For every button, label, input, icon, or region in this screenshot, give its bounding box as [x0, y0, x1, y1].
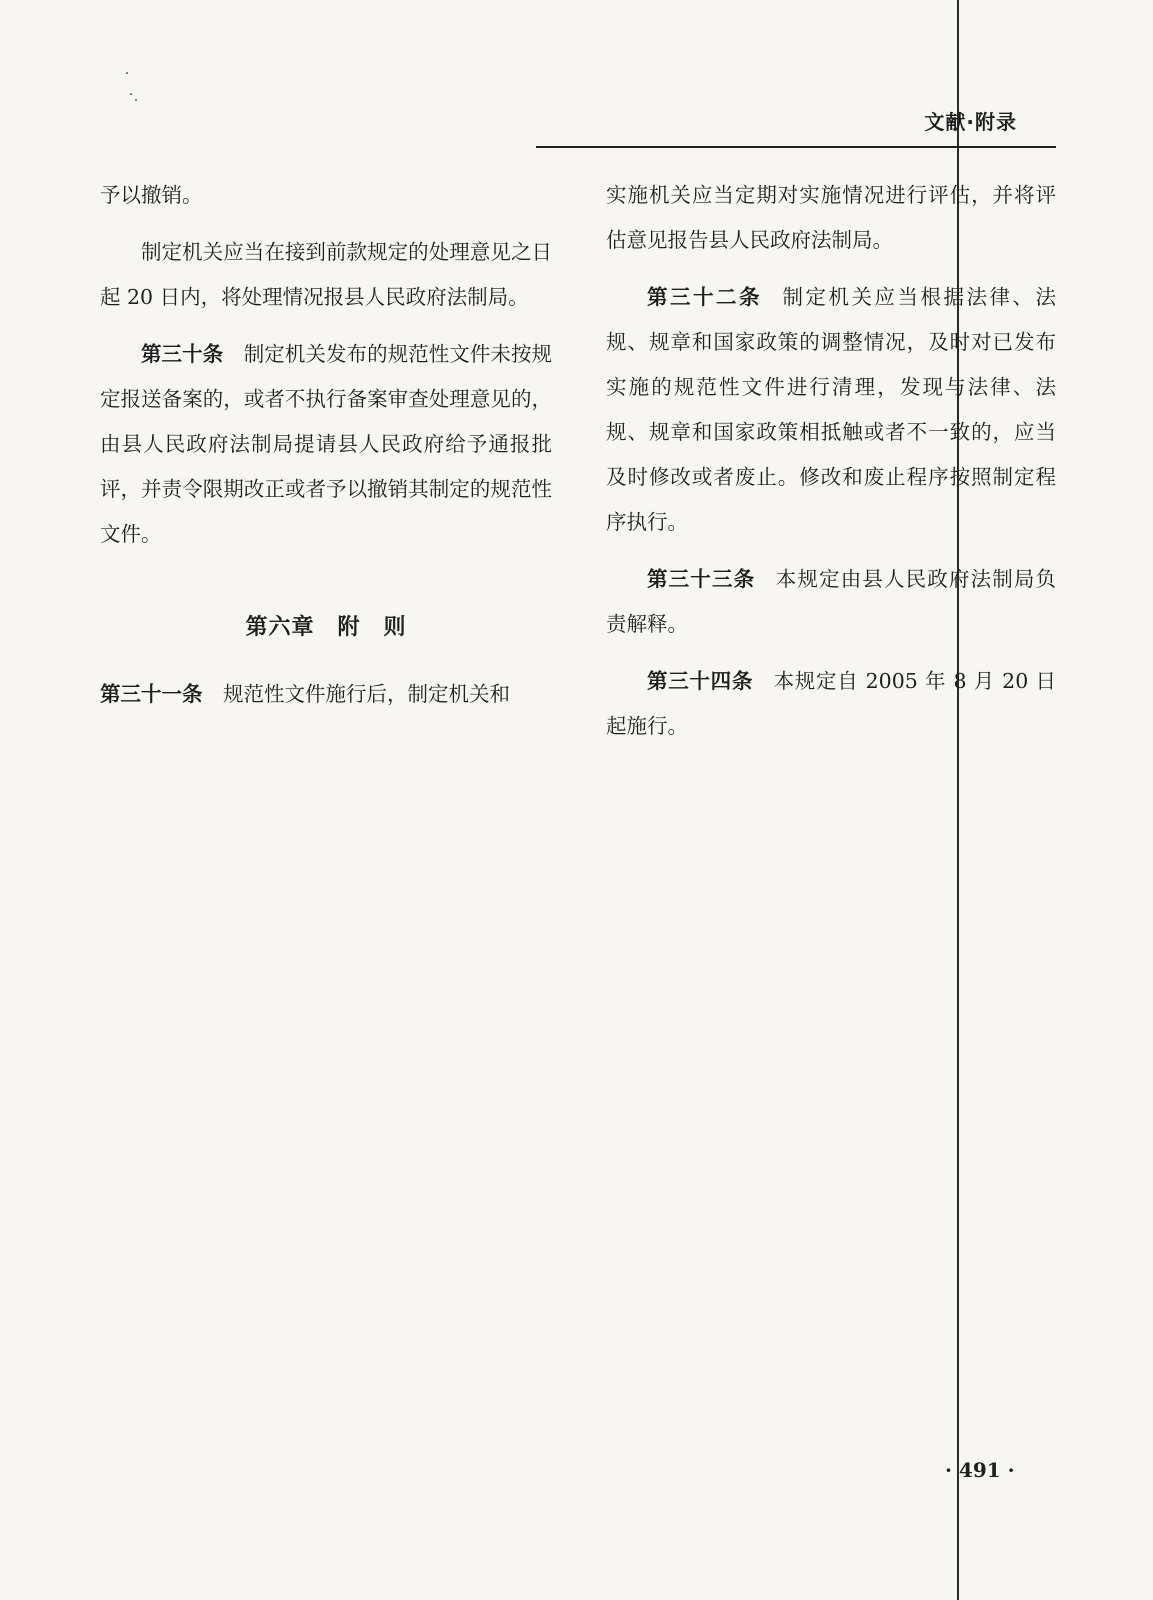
scan-speck — [130, 93, 132, 95]
article-heading: 第三十二条 — [647, 285, 762, 309]
running-header: 文献·附录 — [924, 110, 1017, 134]
article-32 — [606, 275, 1056, 545]
paragraph: 实施机关应当定期对实施情况进行评估，并将评估意见报告县人民政府法制局。 — [606, 183, 1056, 252]
article-heading: 第三十四条 — [647, 669, 754, 693]
paragraph: 予以撤销。 — [100, 183, 203, 207]
article-31 — [100, 672, 552, 717]
article-text: 本规定自 2005 年 8 月 20 日起施行。 — [606, 669, 1056, 738]
scan-speck — [135, 99, 137, 101]
scan-speck — [126, 72, 128, 74]
article-text: 本规定由县人民政府法制局负责解释。 — [606, 567, 1057, 636]
chapter-heading: 第六章 附 则 — [245, 615, 407, 640]
article-heading: 第三十三条 — [647, 567, 756, 591]
paragraph: 制定机关应当在接到前款规定的处理意见之日起 20 日内，将处理情况报县人民政府法制局。 — [100, 240, 552, 309]
article-text: 制定机关发布的规范性文件未按规定报送备案的，或者不执行备案审查处理意见的，由县人民政府法制局提请县人民政府给予通报批评，并责令限期改正或者予以撤销其制定的规范性文件。 — [100, 342, 553, 546]
article-text: 规范性文件施行后，制定机关和 — [223, 682, 510, 706]
left-column — [100, 173, 552, 729]
page-number: · 491 · — [945, 1458, 1015, 1482]
article-33 — [606, 557, 1056, 647]
article-34 — [606, 659, 1056, 749]
article-heading: 第三十条 — [141, 342, 224, 366]
article-text: 制定机关应当根据法律、法规、规章和国家政策的调整情况，及时对已发布实施的规范性文件进行清理，发现与法律、法规、规章和国家政策相抵触或者不一致的，应当及时修改或者废止。修改和废止程序按照制定程序执行。 — [606, 285, 1056, 534]
article-30 — [100, 332, 552, 557]
article-heading: 第三十一条 — [100, 682, 203, 706]
header-rule — [536, 146, 1056, 148]
right-column — [606, 173, 1056, 761]
